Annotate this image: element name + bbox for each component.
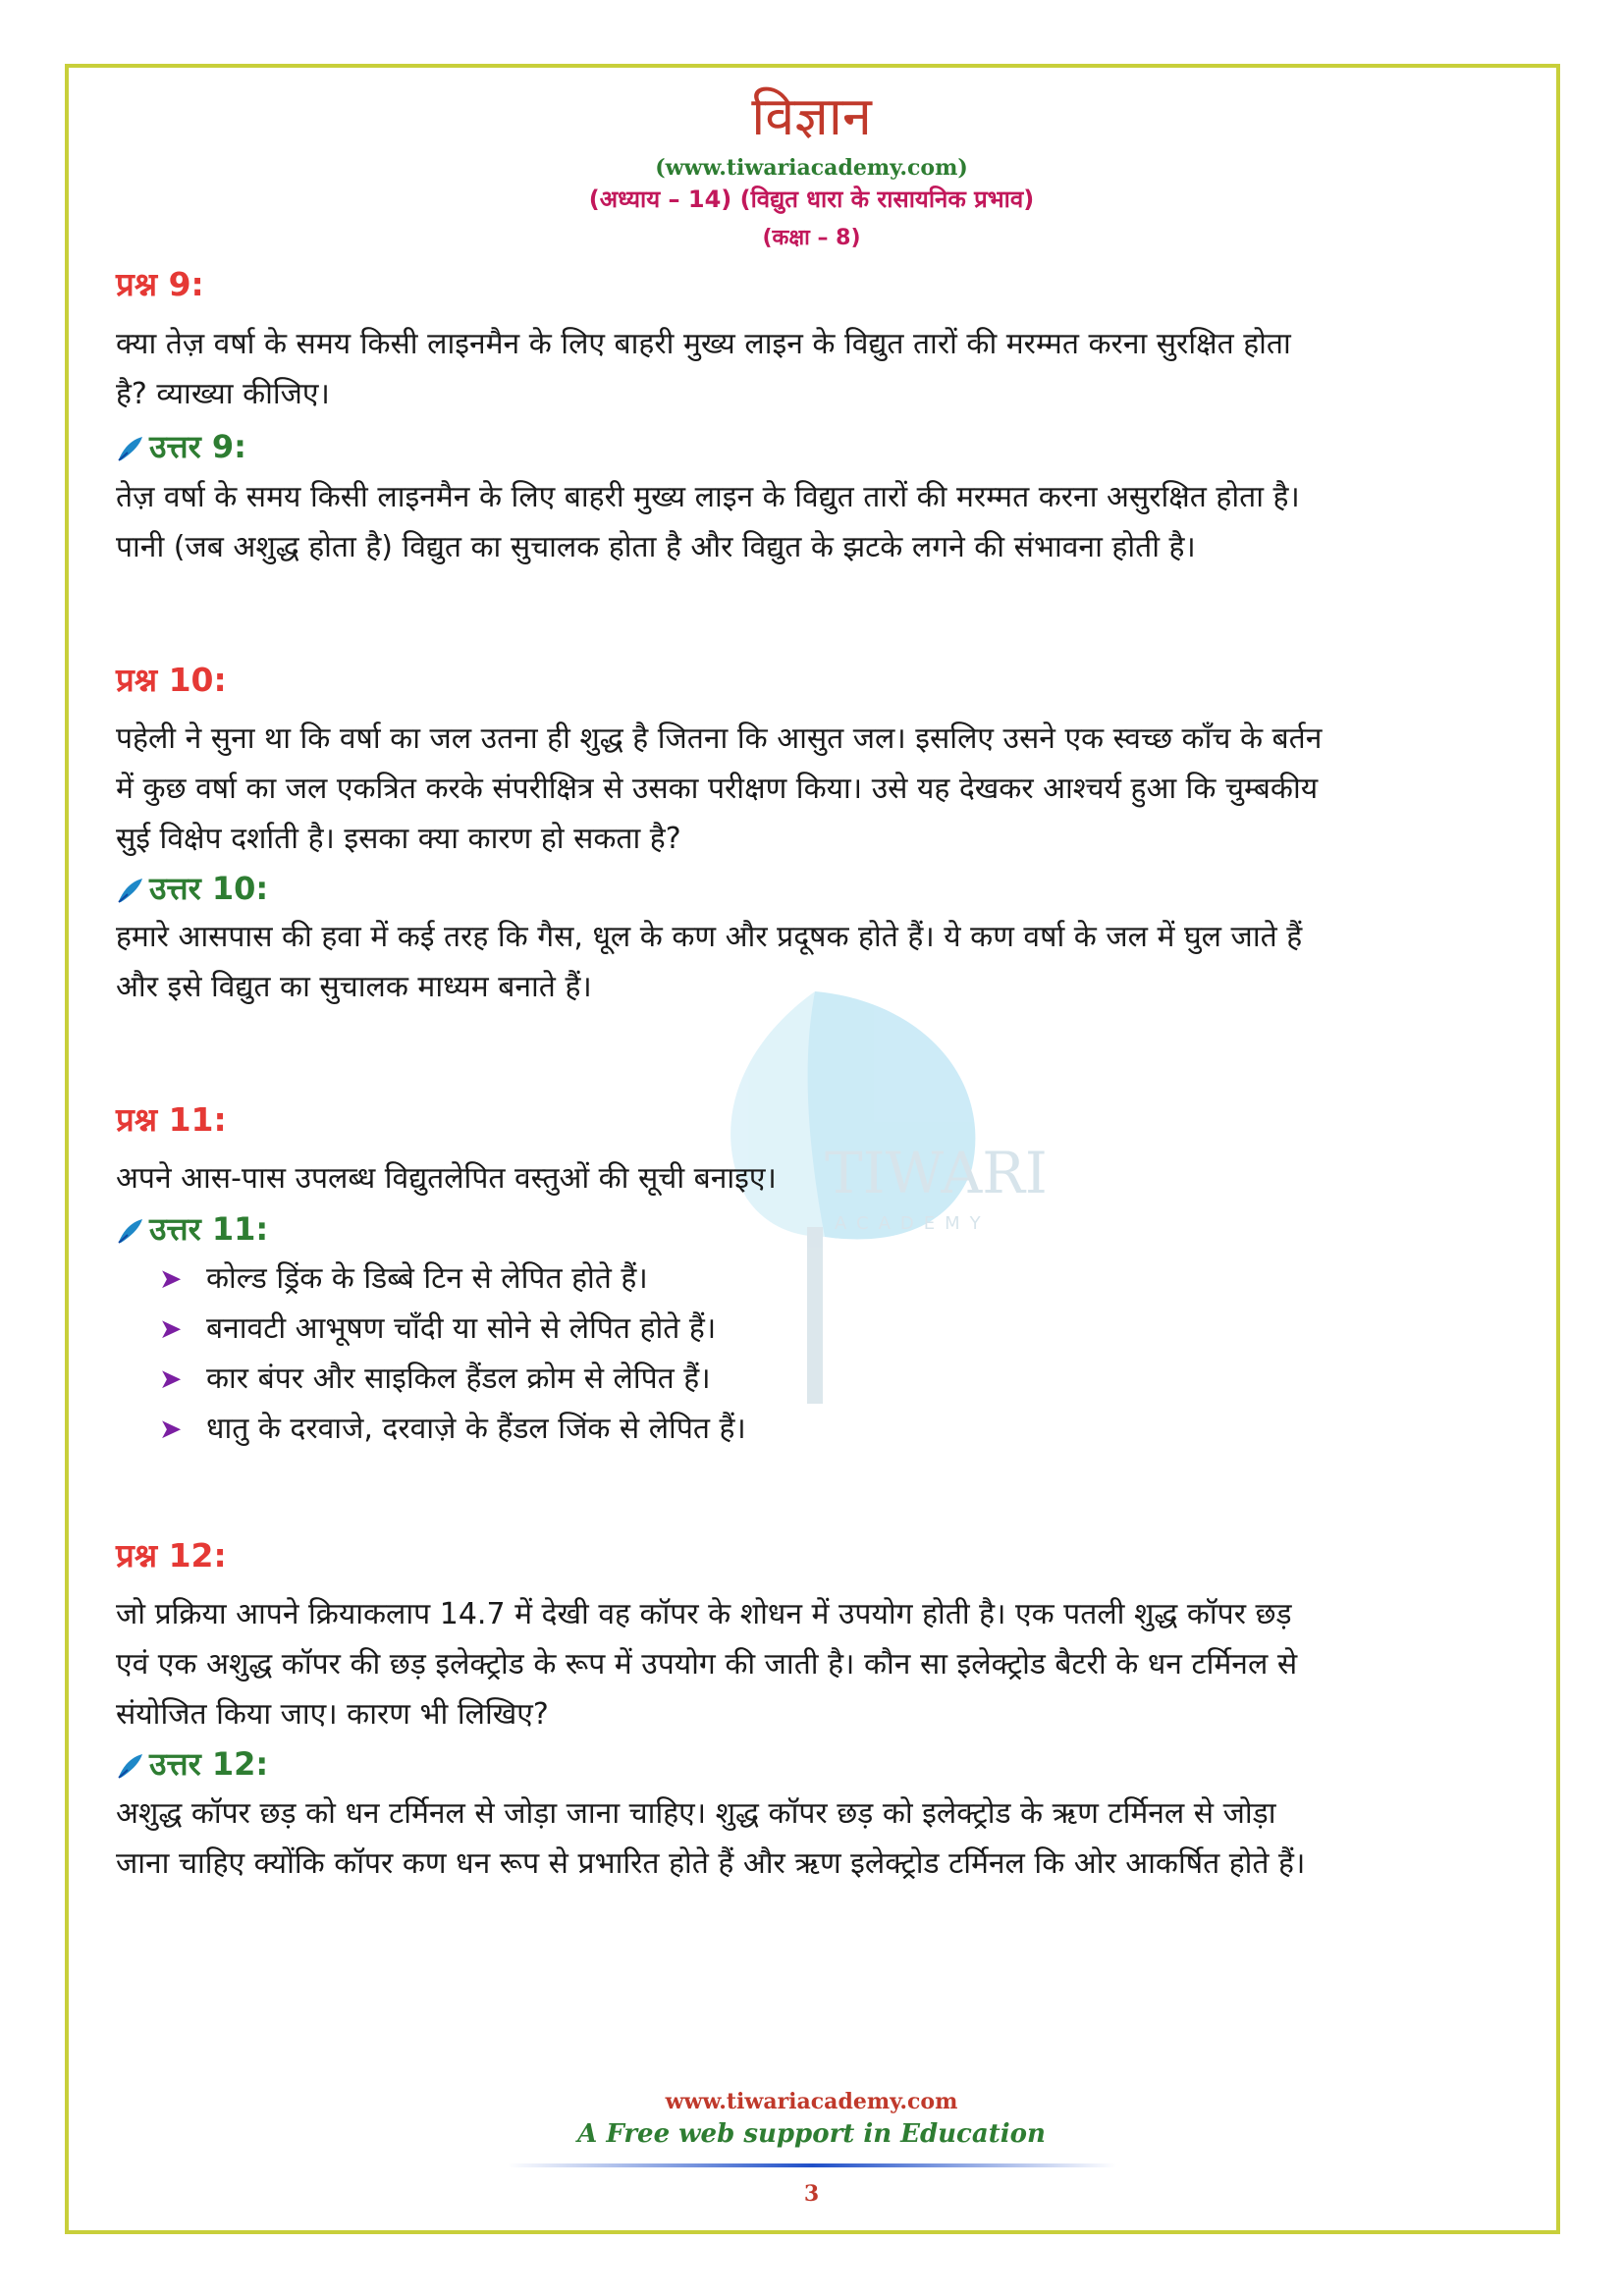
page-footer: [0, 2087, 1623, 2207]
question-10-line: में कुछ वर्षा का जल एकत्रित करके संपरीक्षित्र से उसका परीक्षण किया। उसे यह देखकर आश्चर्य हुआ कि चुम्बकीय: [116, 772, 1319, 806]
answer-12-line: अशुद्ध कॉपर छड़ को धन टर्मिनल से जोड़ा जाना चाहिए। शुद्ध कॉपर छड़ को इलेक्ट्रोड के ऋण टर्मिनल से जोड़ा: [116, 1796, 1276, 1831]
list-item-text: कार बंपर और साइकिल हैंडल क्रोम से लेपित हैं।: [206, 1362, 711, 1396]
answer-9-line: पानी (जब अशुद्ध होता है) विद्युत का सुचालक होता है और विद्युत के झटके लगने की संभावना होती है।: [116, 530, 1196, 564]
list-item: [159, 1254, 1435, 1304]
question-12-text: [116, 1589, 1510, 1739]
page-header: [0, 84, 1623, 255]
question-12-line: एवं एक अशुद्ध कॉपर की छड़ इलेक्ट्रोड के रूप में उपयोग की जाती है। कौन सा इलेक्ट्रोड बैटरी के धन टर्मिनल से: [116, 1647, 1298, 1682]
question-10-line: सुई विक्षेप दर्शाती है। इसका क्या कारण हो सकता है?: [116, 822, 681, 856]
answer-9-heading: [116, 425, 246, 468]
arrow-bullet-icon: ➤: [159, 1362, 183, 1395]
watermark-subtext: ACADEMY: [835, 1213, 991, 1234]
answer-11-list: [159, 1254, 1435, 1454]
arrow-bullet-icon: ➤: [159, 1312, 183, 1345]
question-10-line: पहेली ने सुना था कि वर्षा का जल उतना ही शुद्ध है जितना कि आसुत जल। इसलिए उसने एक स्वच्छ काँच के बर्तन: [116, 721, 1323, 756]
page-number: 3: [803, 2181, 820, 2207]
question-12-line: जो प्रक्रिया आपने क्रियाकलाप 14.7 में देखी वह कॉपर के शोधन में उपयोग होती है। एक पतली शुद्ध कॉपर छड़: [116, 1597, 1292, 1631]
answer-11-label: उत्तर 11:: [149, 1210, 269, 1248]
question-11-heading: प्रश्न 11:: [116, 1100, 227, 1139]
pen-icon: [116, 434, 145, 463]
answer-11-heading: [116, 1207, 268, 1251]
footer-website: www.tiwariacademy.com: [665, 2089, 958, 2114]
answer-12-line: जाना चाहिए क्योंकि कॉपर कण धन रूप से प्रभारित होते हैं और ऋण इलेक्ट्रोड टर्मिनल कि ओर आकर्षित होते हैं।: [116, 1846, 1306, 1881]
list-item-text: धातु के दरवाजे, दरवाज़े के हैंडल जिंक से लेपित हैं।: [206, 1412, 746, 1446]
answer-9-line: तेज़ वर्षा के समय किसी लाइनमैन के लिए बाहरी मुख्य लाइन के विद्युत तारों की मरम्मत करना असुरक्षित होता है।: [116, 480, 1300, 514]
question-9-text: [116, 319, 1510, 419]
list-item: [159, 1404, 1435, 1454]
pen-icon: [116, 1216, 145, 1246]
question-9-heading: प्रश्न 9:: [116, 265, 204, 303]
question-10-text: [116, 714, 1510, 864]
answer-9-label: उत्तर 9:: [149, 428, 246, 465]
question-11-line: अपने आस-पास उपलब्ध विद्युतलेपित वस्तुओं की सूची बनाइए।: [116, 1161, 777, 1196]
answer-10-label: उत्तर 10:: [149, 870, 269, 907]
list-item: [159, 1304, 1435, 1354]
question-12-heading: प्रश्न 12:: [116, 1536, 227, 1575]
question-9-line: है? व्याख्या कीजिए।: [116, 377, 330, 411]
answer-10-heading: [116, 867, 268, 910]
footer-tagline: A Free web support in Education: [577, 2119, 1046, 2149]
question-10-heading: प्रश्न 10:: [116, 661, 227, 699]
question-11-text: [116, 1153, 1510, 1203]
footer-divider: [508, 2163, 1116, 2167]
answer-12-label: उत्तर 12:: [149, 1745, 269, 1783]
header-website: (www.tiwariacademy.com): [655, 155, 968, 181]
pen-icon: [116, 876, 145, 905]
answer-12-text: [116, 1789, 1510, 1889]
answer-10-text: [116, 912, 1510, 1012]
watermark-text: TIWARI: [825, 1140, 1048, 1206]
class-label: (कक्षा – 8): [762, 226, 861, 250]
arrow-bullet-icon: ➤: [159, 1262, 183, 1295]
chapter-title: (अध्याय – 14) (विद्युत धारा के रासायनिक प्रभाव): [588, 186, 1035, 213]
answer-10-line: और इसे विद्युत का सुचालक माध्यम बनाते हैं।: [116, 970, 592, 1004]
list-item: [159, 1354, 1435, 1404]
answer-10-line: हमारे आसपास की हवा में कई तरह कि गैस, धूल के कण और प्रदूषक होते हैं। ये कण वर्षा के जल में घुल जाते हैं: [116, 920, 1303, 954]
arrow-bullet-icon: ➤: [159, 1413, 183, 1445]
answer-12-heading: [116, 1742, 268, 1786]
question-12-line: संयोजित किया जाए। कारण भी लिखिए?: [116, 1697, 549, 1732]
pen-icon: [116, 1751, 145, 1781]
question-9-line: क्या तेज़ वर्षा के समय किसी लाइनमैन के लिए बाहरी मुख्य लाइन के विद्युत तारों की मरम्मत करना सुरक्षित होता: [116, 327, 1291, 361]
list-item-text: बनावटी आभूषण चाँदी या सोने से लेपित होते हैं।: [206, 1311, 717, 1346]
list-item-text: कोल्ड ड्रिंक के डिब्बे टिन से लेपित होते हैं।: [206, 1261, 648, 1296]
subject-title: विज्ञान: [751, 85, 872, 147]
answer-9-text: [116, 472, 1510, 572]
